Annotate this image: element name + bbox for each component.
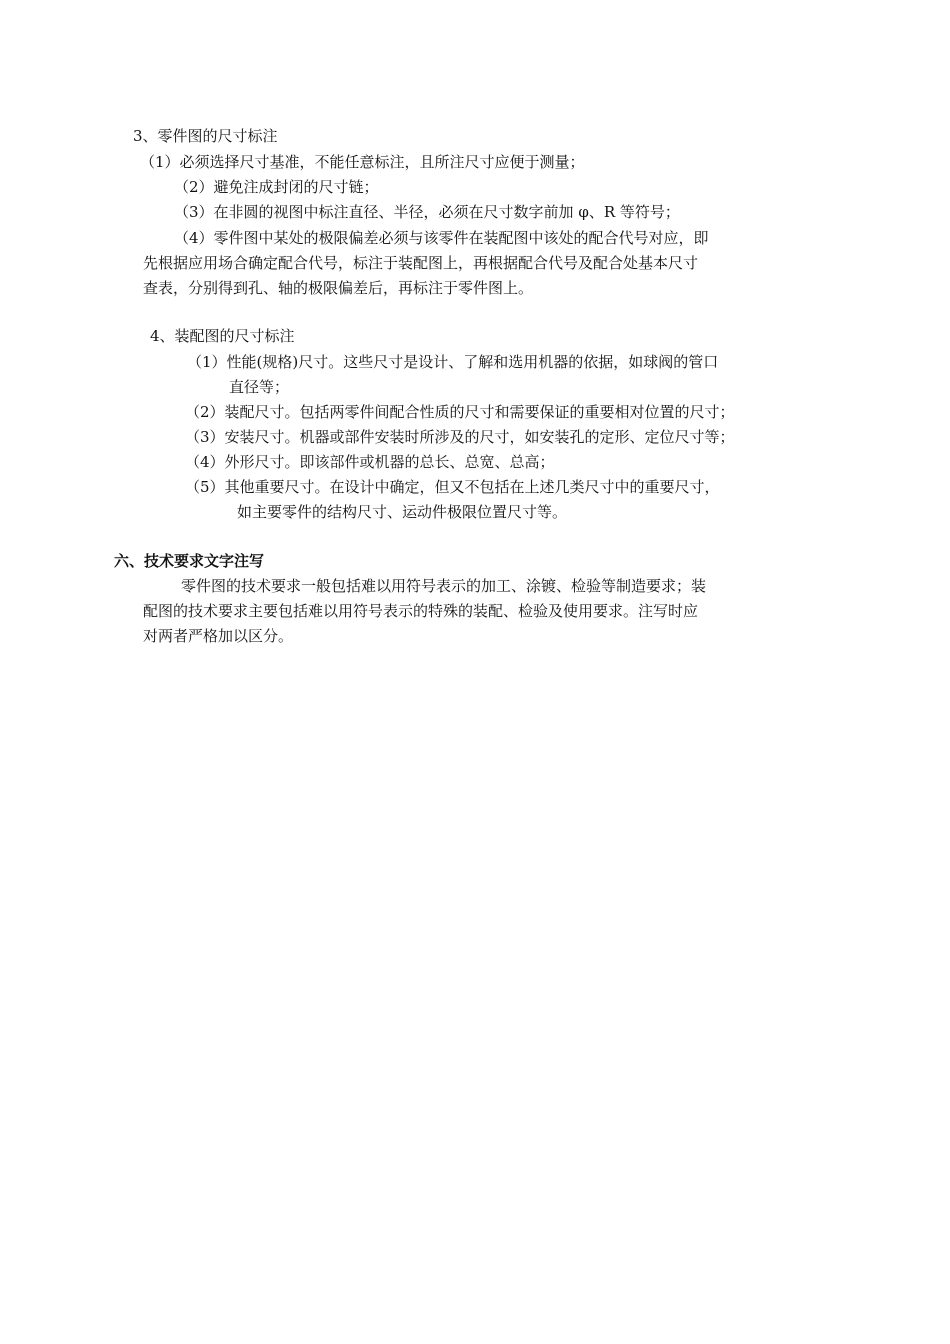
section-3-item-2: （2）避免注成封闭的尺寸链； [174, 178, 379, 196]
section-3-title: 3、零件图的尺寸标注 [133, 127, 278, 145]
section-6-paragraph-line-2: 配图的技术要求主要包括难以用符号表示的特殊的装配、检验及使用要求。注写时应 [143, 602, 699, 620]
section-4-item-4: （4）外形尺寸。即该部件或机器的总长、总宽、总高； [185, 453, 555, 471]
section-4-item-5-line-2: 如主要零件的结构尺寸、运动件极限位置尺寸等。 [237, 503, 568, 521]
section-3-item-4-line-1: （4）零件图中某处的极限偏差必须与该零件在装配图中该处的配合代号对应，即 [174, 229, 709, 247]
section-4-item-2: （2）装配尺寸。包括两零件间配合性质的尺寸和需要保证的重要相对位置的尺寸； [185, 403, 735, 421]
section-3-item-4-line-2: 先根据应用场合确定配合代号，标注于装配图上，再根据配合代号及配合处基本尺寸 [143, 254, 699, 272]
section-6-paragraph-line-3: 对两者严格加以区分。 [143, 627, 294, 645]
section-3-item-3: （3）在非圆的视图中标注直径、半径，必须在尺寸数字前加 φ、R 等符号； [174, 203, 680, 221]
section-3-item-4-line-3: 查表，分别得到孔、轴的极限偏差后，再标注于零件图上。 [143, 279, 534, 297]
section-4-item-1-line-2: 直径等； [229, 378, 290, 396]
section-3-item-1: （1）必须选择尺寸基准，不能任意标注，且所注尺寸应便于测量； [140, 153, 585, 171]
section-4-item-1-line-1: （1）性能(规格)尺寸。这些尺寸是设计、了解和选用机器的依据，如球阀的管口 [187, 353, 719, 371]
section-6-paragraph-line-1: 零件图的技术要求一般包括难以用符号表示的加工、涂镀、检验等制造要求；装 [181, 577, 707, 595]
section-4-item-5-line-1: （5）其他重要尺寸。在设计中确定，但又不包括在上述几类尺寸中的重要尺寸， [185, 478, 720, 496]
section-4-item-3: （3）安装尺寸。机器或部件安装时所涉及的尺寸，如安装孔的定形、定位尺寸等； [185, 428, 735, 446]
section-6-title: 六、技术要求文字注写 [114, 552, 265, 570]
section-4-title: 4、装配图的尺寸标注 [150, 327, 295, 345]
